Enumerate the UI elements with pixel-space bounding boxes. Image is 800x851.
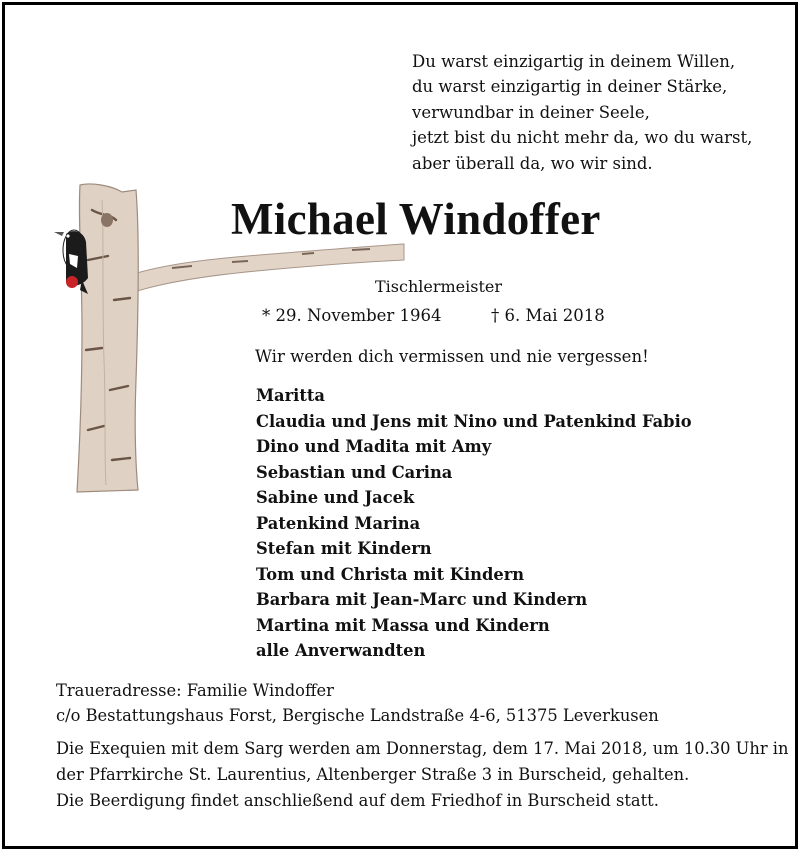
address-line: c/o Bestattungshaus Forst, Bergische Landstraße 4-6, 51375 Leverkusen — [56, 706, 659, 725]
mourner: Stefan mit Kindern — [256, 539, 432, 558]
birth-date: * 29. November 1964 — [262, 306, 442, 325]
deceased-profession: Tischlermeister — [375, 277, 503, 296]
mourner: Maritta — [256, 386, 325, 405]
birch-trunk — [77, 184, 138, 492]
mourning-address — [56, 678, 659, 728]
mourner: Barbara mit Jean-Marc und Kindern — [256, 590, 588, 609]
mourner: Sebastian und Carina — [256, 462, 453, 482]
poem-line: verwundbar in deiner Seele, — [412, 102, 650, 122]
poem-line: jetzt bist du nicht mehr da, wo du warst, — [412, 128, 753, 148]
poem-line: aber überall da, wo wir sind. — [412, 153, 653, 173]
obituary-frame — [2, 2, 798, 849]
mourner: Sabine und Jacek — [256, 488, 415, 507]
mourner: Claudia und Jens mit Nino und Patenkind Fabio — [256, 411, 692, 431]
poem — [412, 49, 752, 176]
birch-branch — [130, 244, 404, 292]
address-line: Traueradresse: Familie Windoffer — [56, 681, 334, 700]
poem-line: du warst einzigartig in deiner Stärke, — [412, 77, 728, 97]
service-line: Die Exequien mit dem Sarg werden am Donnerstag, dem 17. Mai 2018, um 10.30 Uhr in — [56, 739, 789, 758]
funeral-service-info — [56, 736, 789, 814]
mourner: Martina mit Massa und Kindern — [256, 615, 550, 635]
mourners-list — [256, 383, 692, 664]
mourner: Dino und Madita mit Amy — [256, 437, 492, 456]
poem-line: Du warst einzigartig in deinem Willen, — [412, 52, 736, 71]
mourner: alle Anverwandten — [256, 641, 426, 660]
mourner: Tom und Christa mit Kindern — [256, 564, 525, 584]
woodpecker — [54, 230, 88, 294]
service-line: Die Beerdigung findet anschließend auf dem Friedhof in Burscheid statt. — [56, 791, 659, 810]
deceased-name: Michael Windoffer — [231, 194, 601, 244]
mourner: Patenkind Marina — [256, 513, 421, 533]
death-date: † 6. Mai 2018 — [491, 306, 605, 325]
service-line: der Pfarrkirche St. Laurentius, Altenberger Straße 3 in Burscheid, gehalten. — [56, 765, 690, 784]
farewell-line: Wir werden dich vermissen und nie vergessen! — [255, 347, 649, 366]
